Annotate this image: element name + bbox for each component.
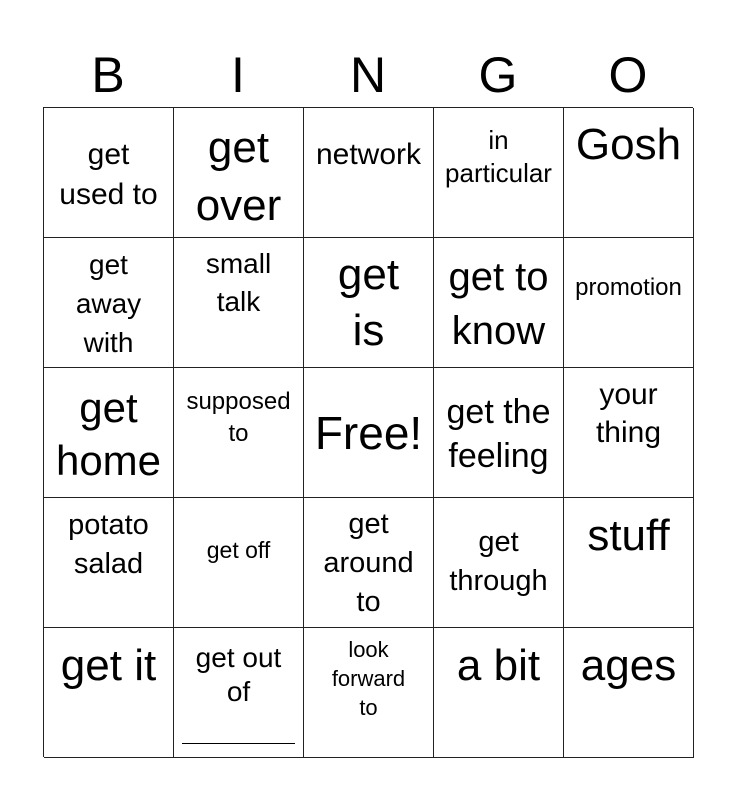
cell-text: stuff: [587, 511, 670, 560]
cell-text: in particular: [445, 125, 552, 188]
cell-text: get used to: [59, 138, 158, 211]
cell-text: ages: [580, 641, 677, 690]
bingo-cell[interactable]: [44, 108, 174, 238]
cell-text: get over: [195, 123, 282, 230]
cell-text: get is: [337, 250, 400, 355]
cell-text: get out of: [195, 642, 282, 707]
bingo-cell[interactable]: [304, 628, 434, 758]
cell-text: look forward to: [331, 637, 406, 720]
bingo-cell[interactable]: [174, 368, 304, 498]
bingo-cell[interactable]: [434, 628, 564, 758]
bingo-cell[interactable]: [564, 238, 694, 368]
cell-text: supposed to: [186, 388, 291, 447]
bingo-board: [43, 107, 693, 757]
bingo-cell[interactable]: [174, 498, 304, 628]
cell-text: small talk: [205, 248, 272, 317]
bingo-cell[interactable]: [564, 368, 694, 498]
bingo-cell[interactable]: [564, 628, 694, 758]
bingo-cell[interactable]: [304, 108, 434, 238]
header-letter-g: G: [478, 47, 518, 103]
fill-in-blank-line: [182, 743, 295, 744]
bingo-cell[interactable]: [434, 108, 564, 238]
bingo-cell[interactable]: [44, 498, 174, 628]
cell-text: get through: [449, 526, 548, 597]
cell-text: a bit: [456, 641, 541, 690]
bingo-cell[interactable]: [434, 368, 564, 498]
bingo-cell[interactable]: [304, 368, 434, 498]
bingo-cell[interactable]: [44, 238, 174, 368]
bingo-cell[interactable]: [434, 498, 564, 628]
bingo-cell[interactable]: [564, 108, 694, 238]
cell-text: get to know: [448, 255, 549, 353]
cell-text: network: [315, 138, 422, 171]
cell-text: Gosh: [575, 120, 682, 169]
cell-text: get around to: [323, 508, 414, 618]
cell-text: your thing: [595, 378, 662, 449]
bingo-header: [43, 40, 693, 108]
bingo-cell[interactable]: [174, 628, 304, 758]
cell-text: Free!: [314, 407, 423, 459]
bingo-cell[interactable]: [564, 498, 694, 628]
bingo-cell[interactable]: [304, 238, 434, 368]
bingo-cell[interactable]: [434, 238, 564, 368]
header-letter-b: B: [91, 47, 125, 103]
bingo-cell[interactable]: [44, 368, 174, 498]
bingo-cell[interactable]: [174, 108, 304, 238]
cell-text: potato salad: [68, 509, 149, 580]
cell-text: get the feeling: [446, 393, 551, 475]
bingo-cell[interactable]: [304, 498, 434, 628]
header-letter-n: N: [349, 47, 387, 103]
bingo-cell[interactable]: [174, 238, 304, 368]
cell-text: get home: [55, 384, 162, 484]
cell-text: get away with: [75, 249, 142, 358]
header-letter-i: I: [231, 47, 245, 103]
cell-text: get it: [60, 641, 157, 690]
header-letter-o: O: [608, 47, 648, 103]
cell-text: promotion: [575, 274, 682, 301]
bingo-cell[interactable]: [44, 628, 174, 758]
cell-text: get off: [206, 537, 271, 563]
